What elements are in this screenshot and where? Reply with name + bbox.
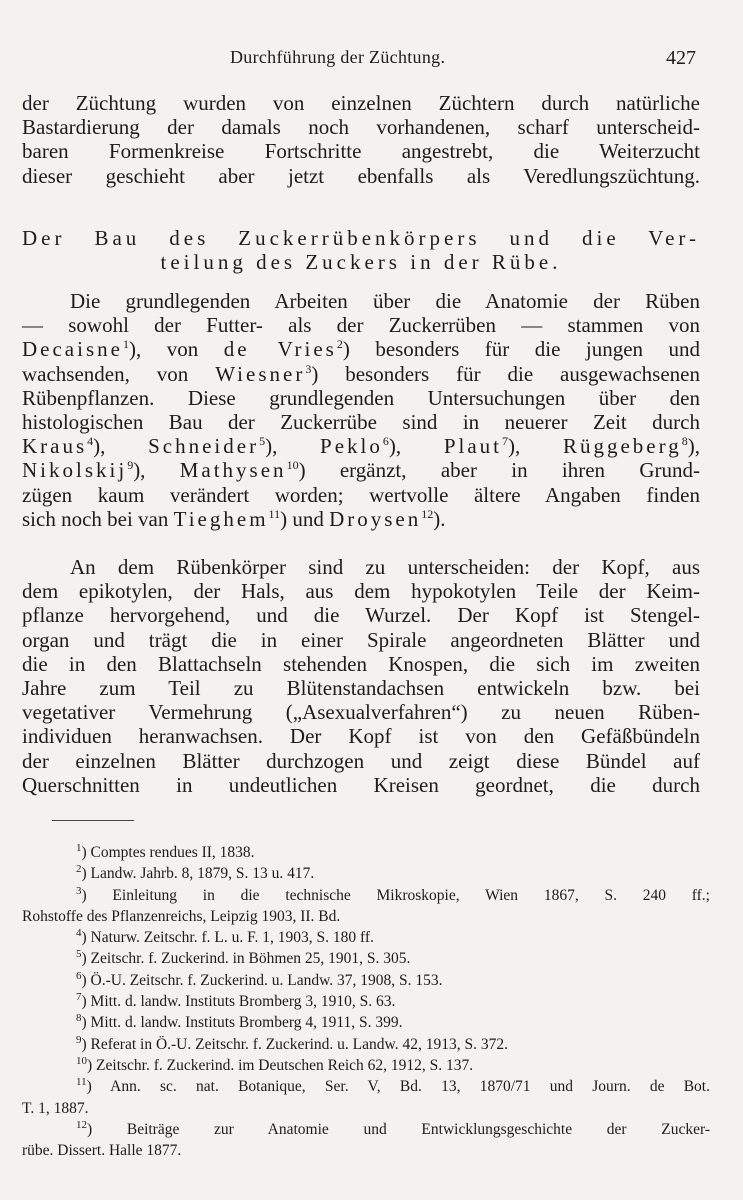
running-header [22, 47, 702, 73]
author-name: Rüggeberg [562, 434, 682, 459]
author-name: Droysen [329, 506, 422, 531]
text-line: — sowohl der Futter- als der Zuckerrüben — stammen von [22, 313, 700, 338]
footnote-ref: 1 [122, 337, 129, 352]
text-line: die in den Blattachseln stehenden Knospen, die sich im zweiten [22, 651, 700, 676]
footnote: $^3$) Einleitung in die technische Mikroskopie, Wien 1867, S. 240 ff.; [76, 884, 710, 904]
footnote-mark: 11 [76, 1076, 87, 1089]
author-name: Tieghem [173, 506, 269, 531]
text-line: dem epikotylen, der Hals, aus dem hypokotylen Teile der Keim- [22, 579, 700, 604]
footnote-mark: 7 [76, 990, 82, 1003]
text-line: Rübenpflanzen. Diese grundlegenden Untersuchungen über den [22, 385, 700, 410]
footnote-mark: 9 [76, 1033, 82, 1046]
intro-paragraph [22, 91, 700, 188]
text-line: der Züchtung wurden von einzelnen Züchtern durch natürliche [22, 91, 700, 115]
text-line: wachsenden, von Wiesner$^3$) besonders für die ausgewachsenen [22, 361, 700, 386]
footnote-continuation: T. 1, 1887. [22, 1099, 89, 1117]
footnote: $^{12}$) Beiträge zur Anatomie und Entwicklungsgeschichte der Zucker- [76, 1118, 710, 1138]
author-name: Kraus [22, 434, 88, 459]
text-line: individuen heranwachsen. Der Kopf ist von den Gefäßbündeln [22, 724, 700, 749]
footnote: $^{10}$) Zeitschr. f. Zuckerind. im Deutschen Reich 62, 1912, S. 137. [76, 1054, 474, 1074]
text-line: An dem Rübenkörper sind zu unterscheiden: der Kopf, aus [70, 555, 700, 579]
author-name: de Vries [223, 337, 337, 362]
footnote-ref: 8 [681, 434, 688, 449]
text-line: baren Formenkreise Fortschritte angestrebt, die Weiterzucht [22, 139, 700, 164]
footnote-mark: 6 [76, 969, 82, 982]
footnote: $^2$) Landw. Jahrb. 8, 1879, S. 13 u. 417. [76, 863, 315, 883]
footnote-divider [52, 820, 134, 821]
page-number: 427 [666, 47, 696, 69]
footnote-mark: 3 [76, 884, 82, 897]
footnote-mark: 4 [76, 927, 82, 940]
text-line: Querschnitten in undeutlichen Kreisen geordnet, die durch [22, 772, 700, 797]
heading-line: Der Bau des Zuckerrübenkörpers und die Ver- [22, 226, 700, 250]
paragraph-structure [22, 555, 700, 797]
text-line: dieser geschieht aber jetzt ebenfalls als Veredlungszüchtung. [22, 163, 700, 188]
footnote-ref: 7 [502, 434, 509, 449]
footnote: $^{11}$) Ann. sc. nat. Botanique, Ser. V, Bd. 13, 1870/71 und Journ. de Bot. [76, 1076, 710, 1096]
text-line: Nikolskij$^9$), Mathysen$^{10}$) ergänzt, aber in ihren Grund- [22, 458, 700, 483]
footnote-ref: 12 [421, 506, 434, 521]
footnote-ref: 11 [268, 506, 281, 521]
footnote-mark: 12 [76, 1118, 87, 1131]
footnote-mark: 2 [76, 863, 82, 876]
author-name: Decaisne [22, 337, 123, 362]
text-line: Jahre zum Teil zu Blütenstandachsen entwickeln bzw. bei [22, 675, 700, 700]
section-heading [22, 226, 700, 274]
footnote: $^7$) Mitt. d. landw. Instituts Bromberg 3, 1910, S. 63. [76, 990, 396, 1011]
footnote: $^8$) Mitt. d. landw. Instituts Bromberg 4, 1911, S. 399. [76, 1012, 403, 1032]
author-name: Wiesner [215, 361, 306, 386]
footnote-continuation: rübe. Dissert. Halle 1877. [22, 1142, 182, 1160]
text-line: der einzelnen Blätter durchzogen und zeigt diese Bündel auf [22, 748, 700, 773]
footnote-mark: 10 [76, 1054, 87, 1067]
running-title: Durchführung der Züchtung. [230, 47, 446, 67]
footnote-continuation: Rohstoffe des Pflanzenreichs, Leipzig 1903, II. Bd. [22, 907, 341, 925]
footnote-ref: 5 [259, 434, 266, 449]
text-line: organ und trägt die in einer Spirale angeordneten Blätter und [22, 627, 700, 652]
text-line: Decaisne$^1$), von de Vries$^2$) besonders für die jungen und [22, 337, 701, 362]
footnote-ref: 3 [305, 361, 312, 376]
footnote-ref: 6 [382, 434, 389, 449]
footnote: $^4$) Naturw. Zeitschr. f. L. u. F. 1, 1903, S. 180 ff. [76, 927, 374, 947]
footnote-mark: 1 [76, 841, 82, 854]
heading-line: teilung des Zuckers in der Rübe. [160, 250, 562, 275]
footnote-ref: 2 [336, 337, 343, 352]
footnote-ref: 9 [127, 458, 134, 473]
footnote-ref: 10 [286, 458, 299, 473]
footnote-ref: 4 [87, 434, 94, 449]
footnotes [22, 842, 710, 1161]
text-line: Kraus$^4$), Schneider$^5$), Peklo$^6$), Plaut$^7$), Rüggeberg$^8$), [22, 434, 700, 459]
footnote-mark: 5 [76, 948, 82, 961]
text-line: pflanze hervorgehend, und die Wurzel. Der Kopf ist Stengel- [22, 603, 700, 628]
author-name: Schneider [148, 434, 260, 459]
text-line: sich noch bei van Tieghem$^{11}$) und Droysen$^{12}$). [22, 506, 446, 531]
footnote: $^9$) Referat in Ö.-U. Zeitschr. f. Zuckerind. u. Landw. 42, 1913, S. 372. [76, 1033, 508, 1053]
footnote: $^6$) Ö.-U. Zeitschr. f. Zuckerind. u. Landw. 37, 1908, S. 153. [76, 969, 443, 989]
author-name: Plaut [443, 434, 503, 459]
text-line: Bastardierung der damals noch vorhandenen, scharf unterscheid- [22, 115, 700, 140]
footnote: $^1$) Comptes rendues II, 1838. [76, 841, 255, 861]
author-name: Peklo [320, 434, 383, 459]
author-name: Mathysen [179, 458, 287, 483]
text-line: histologischen Bau der Zuckerrübe sind in neuerer Zeit durch [22, 409, 700, 434]
author-name: Nikolskij [22, 458, 128, 483]
footnote-mark: 8 [76, 1012, 82, 1025]
footnote: $^5$) Zeitschr. f. Zuckerind. in Böhmen 25, 1901, S. 305. [76, 948, 411, 968]
text-line: zügen kaum verändert worden; wertvolle ältere Angaben finden [22, 482, 700, 507]
text-line: Die grundlegenden Arbeiten über die Anatomie der Rüben [70, 289, 700, 313]
text-line: vegetativer Vermehrung („Asexualverfahren“) zu neuen Rüben- [22, 700, 700, 725]
paragraph-anatomy [22, 289, 700, 531]
